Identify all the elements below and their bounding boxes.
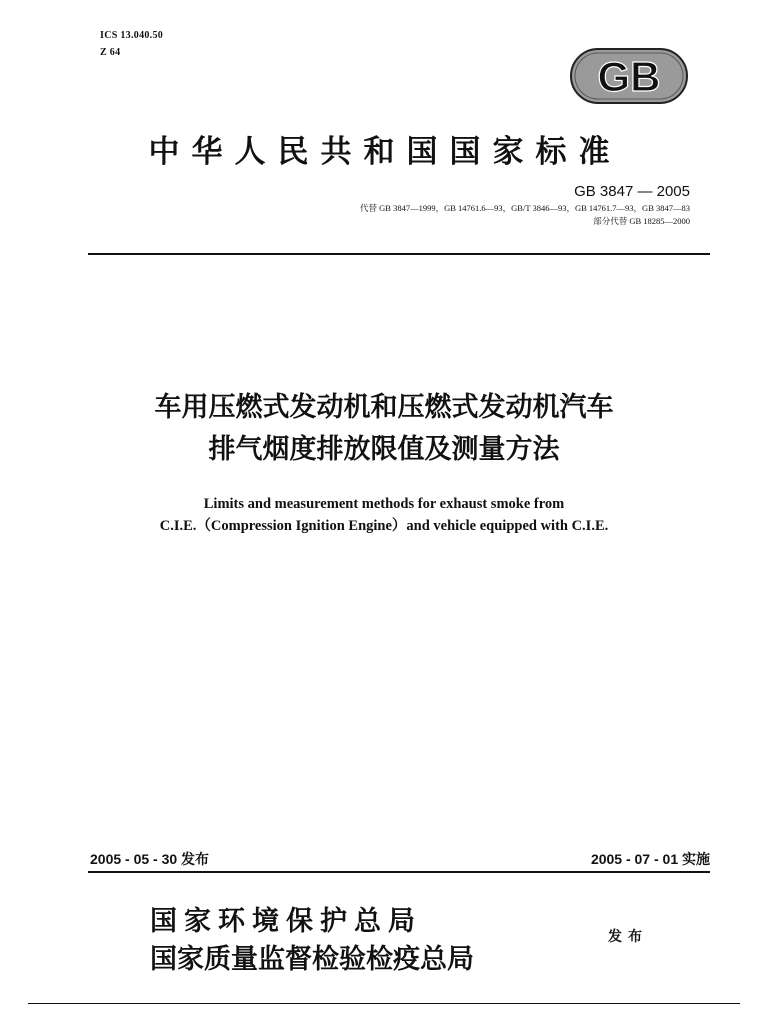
cn-title-line1: 车用压燃式发动机和压燃式发动机汽车 [154, 392, 614, 423]
gb-logo-text: GB [597, 53, 661, 100]
en-title-line1: Limits and measurement methods for exhaust smoke from [203, 496, 565, 512]
partially-replaces-line: 部分代替 GB 18285—2000 [593, 216, 690, 226]
issue-date: 2005 - 05 - 30 发布 [90, 851, 210, 867]
ics-code: ICS 13.040.50 [100, 30, 164, 41]
effective-date: 2005 - 07 - 01 实施 [590, 851, 710, 867]
date-divider [88, 871, 710, 873]
standard-number: GB 3847 — 2005 [574, 183, 690, 200]
ccs-code: Z 64 [100, 47, 121, 58]
header-divider [88, 253, 710, 255]
cn-title-line2: 排气烟度排放限值及测量方法 [208, 434, 560, 465]
national-standard-title: 中华人民共和国国家标准 [148, 134, 622, 170]
en-title-line2: C.I.E.（Compression Ignition Engine）and vehicle equipped with C.I.E. [159, 518, 609, 534]
issuer-environment-protection: 国家环境保护总局 [150, 906, 422, 937]
gb-logo [570, 48, 688, 104]
replaces-line: 代替 GB 3847—1999，GB 14761.6—93，GB/T 3846—93，GB 14761.7—93，GB 3847—83 [360, 203, 690, 213]
bottom-rule [28, 1003, 740, 1004]
issuer-quality-supervision: 国家质量监督检验检疫总局 [150, 944, 474, 975]
publish-label: 发布 [608, 929, 648, 945]
